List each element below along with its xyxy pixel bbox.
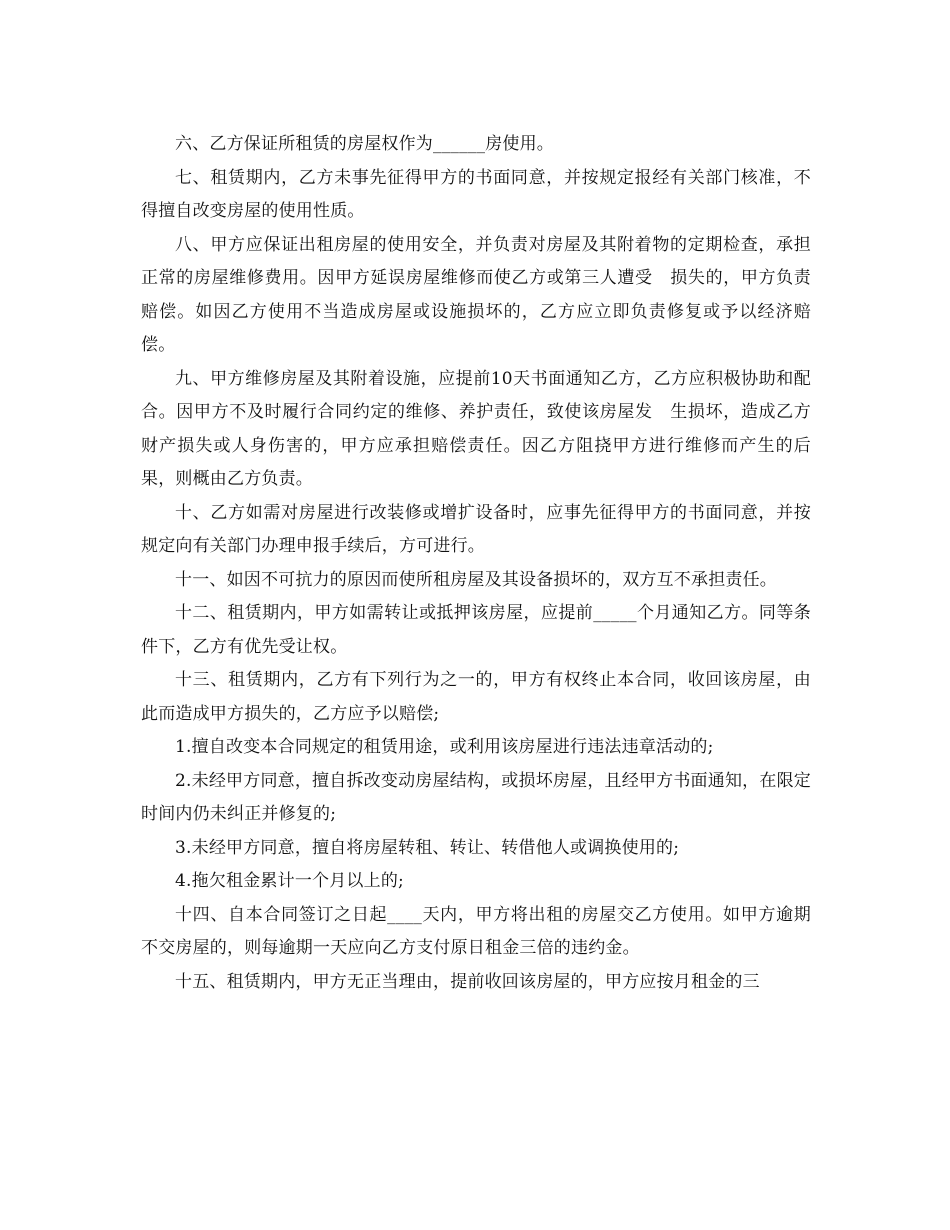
- clause-9: 九、甲方维修房屋及其附着设施，应提前10天书面通知乙方，乙方应积极协助和配合。因甲方不及时履行合同约定的维修、养护责任，致使该房屋发 生损坏，造成乙方财产损失或人身伤害的，甲方应承担赔偿责任。因乙方阻挠甲方进行维修而产生的后果，则概由乙方负责。: [141, 368, 811, 489]
- clause-13-item-2: 2.未经甲方同意，擅自拆改变动房屋结构，或损坏房屋，且经甲方书面通知，在限定时间内仍未纠正并修复的;: [141, 770, 811, 824]
- clause-7: 七、租赁期内，乙方未事先征得甲方的书面同意，并按规定报经有关部门核准，不得擅自改变房屋的使用性质。: [141, 167, 811, 221]
- clause-13-item-3: 3.未经甲方同意，擅自将房屋转租、转让、转借他人或调换使用的;: [175, 837, 680, 858]
- clause-14: 十四、自本合同签订之日起____天内，甲方将出租的房屋交乙方使用。如甲方逾期不交房屋的，则每逾期一天应向乙方支付原日租金三倍的违约金。: [141, 904, 811, 958]
- clause-8: 八、甲方应保证出租房屋的使用安全，并负责对房屋及其附着物的定期检查，承担正常的房屋维修费用。因甲方延误房屋维修而使乙方或第三人遭受 损失的，甲方负责赔偿。如因乙方使用不当造成房屋或设施损坏的，乙方应立即负责修复或予以经济赔偿。: [141, 234, 811, 355]
- contract-body: [141, 128, 811, 999]
- clause-15: 十五、租赁期内，甲方无正当理由，提前收回该房屋的，甲方应按月租金的三: [175, 971, 760, 992]
- clause-11: 十一、如因不可抗力的原因而使所租房屋及其设备损坏的，双方互不承担责任。: [175, 569, 777, 590]
- clause-13-item-1: 1.擅自改变本合同规定的租赁用途，或利用该房屋进行违法违章活动的;: [175, 737, 714, 757]
- clause-12: 十二、租赁期内，甲方如需转让或抵押该房屋，应提前_____个月通知乙方。同等条件下，乙方有优先受让权。: [141, 603, 811, 657]
- clause-10: 十、乙方如需对房屋进行改装修或增扩设备时，应事先征得甲方的书面同意，并按规定向有关部门办理申报手续后，方可进行。: [141, 502, 811, 556]
- clause-6: 六、乙方保证所租赁的房屋权作为______房使用。: [175, 134, 554, 154]
- clause-13-item-4: 4.拖欠租金累计一个月以上的;: [175, 871, 404, 891]
- clause-13: 十三、租赁期内，乙方有下列行为之一的，甲方有权终止本合同，收回该房屋，由此而造成甲方损失的，乙方应予以赔偿;: [141, 670, 811, 724]
